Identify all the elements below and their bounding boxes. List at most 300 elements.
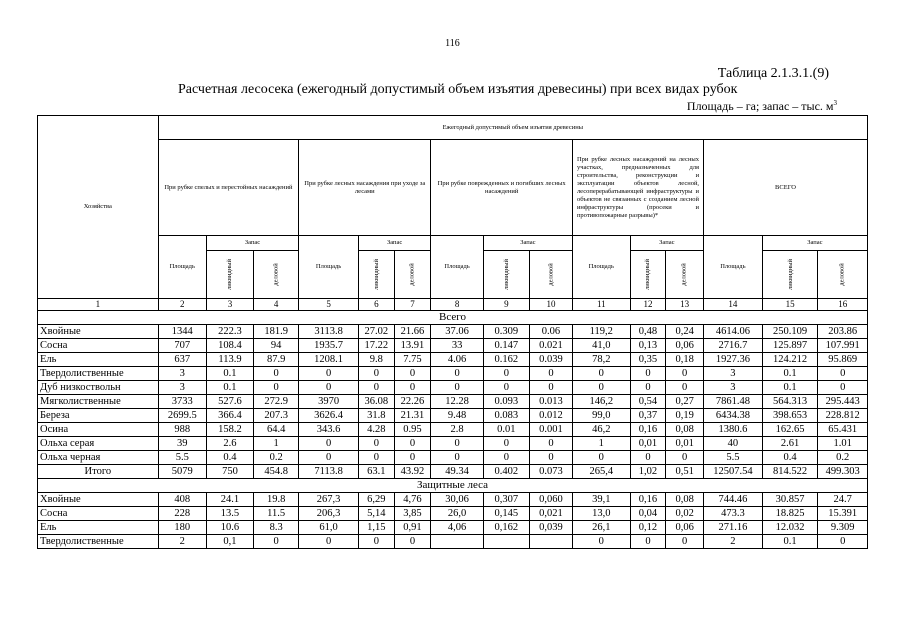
- row-label: Дуб низкоствольн: [38, 381, 159, 395]
- table-cell: 0.039: [529, 353, 572, 367]
- table-cell: 113.9: [206, 353, 253, 367]
- table-cell: 0,04: [630, 507, 666, 521]
- table-number: Таблица 2.1.3.1.(9): [717, 66, 829, 81]
- table-cell: 3626.4: [299, 409, 359, 423]
- table-cell: 1935.7: [299, 339, 359, 353]
- header-row-groups: [38, 140, 868, 236]
- table-cell: 63.1: [358, 465, 394, 479]
- table-cell: 61,0: [299, 521, 359, 535]
- table-cell: 0.162: [483, 353, 529, 367]
- column-number: 7: [394, 299, 431, 311]
- table-cell: 0,039: [529, 521, 572, 535]
- table-cell: 13.5: [206, 507, 253, 521]
- table-cell: 22.26: [394, 395, 431, 409]
- table-cell: 499.303: [818, 465, 868, 479]
- table-cell: 0: [394, 367, 431, 381]
- table-cell: 4614.06: [704, 325, 763, 339]
- table-cell: 99,0: [572, 409, 630, 423]
- table-cell: 2.8: [431, 423, 483, 437]
- table-cell: 181.9: [254, 325, 299, 339]
- table-cell: 0: [299, 451, 359, 465]
- table-cell: 0.147: [483, 339, 529, 353]
- column-number: 14: [704, 299, 763, 311]
- header-liquid: ликвидный: [483, 251, 529, 299]
- row-label: Мягколиственные: [38, 395, 159, 409]
- header-business: деловой: [254, 251, 299, 299]
- table-cell: 0,02: [666, 507, 704, 521]
- table-cell: 6,29: [358, 493, 394, 507]
- table-cell: 0.1: [762, 381, 818, 395]
- header-stock: Запас: [483, 236, 572, 251]
- table-cell: 5079: [158, 465, 206, 479]
- table-cell: 0,162: [483, 521, 529, 535]
- table-cell: 0: [254, 381, 299, 395]
- table-cell: 24.1: [206, 493, 253, 507]
- table-cell: 6434.38: [704, 409, 763, 423]
- table-cell: 0: [630, 535, 666, 549]
- table-row: [38, 465, 868, 479]
- column-number: 4: [254, 299, 299, 311]
- table-cell: 454.8: [254, 465, 299, 479]
- table-cell: 0,24: [666, 325, 704, 339]
- table-cell: 0,08: [666, 493, 704, 507]
- units-caption: [687, 99, 837, 114]
- table-row: [38, 325, 868, 339]
- table-cell: 39,1: [572, 493, 630, 507]
- header-area: Площадь: [158, 236, 206, 299]
- header-top: Ежегодный допустимый объем изъятия древесины: [158, 116, 867, 140]
- table-cell: 0.06: [529, 325, 572, 339]
- table-cell: 228.812: [818, 409, 868, 423]
- column-number: 15: [762, 299, 818, 311]
- table-cell: 0: [299, 367, 359, 381]
- table-cell: 3: [158, 367, 206, 381]
- table-cell: 158.2: [206, 423, 253, 437]
- table-cell: 0: [299, 437, 359, 451]
- table-cell: 0.073: [529, 465, 572, 479]
- table-row: [38, 437, 868, 451]
- table-cell: 7861.48: [704, 395, 763, 409]
- table-cell: 3: [158, 381, 206, 395]
- table-cell: 41,0: [572, 339, 630, 353]
- header-liquid: ликвидный: [630, 251, 666, 299]
- column-number: 3: [206, 299, 253, 311]
- table-cell: 1: [254, 437, 299, 451]
- table-row: [38, 521, 868, 535]
- header-business: деловой: [666, 251, 704, 299]
- table-cell: 0: [666, 381, 704, 395]
- table-cell: 27.02: [358, 325, 394, 339]
- table-cell: 3113.8: [299, 325, 359, 339]
- column-number: 11: [572, 299, 630, 311]
- table-cell: 26,1: [572, 521, 630, 535]
- table-cell: 0.4: [762, 451, 818, 465]
- table-cell: 0.012: [529, 409, 572, 423]
- header-stock: Запас: [358, 236, 430, 251]
- table-cell: 12.28: [431, 395, 483, 409]
- table-cell: 750: [206, 465, 253, 479]
- table-cell: 30.857: [762, 493, 818, 507]
- table-cell: 2: [158, 535, 206, 549]
- table-cell: 250.109: [762, 325, 818, 339]
- table-cell: 0: [254, 535, 299, 549]
- table-cell: 1,15: [358, 521, 394, 535]
- table-cell: 206,3: [299, 507, 359, 521]
- table-cell: 2.61: [762, 437, 818, 451]
- section-title-row: [38, 479, 868, 493]
- table-cell: 11.5: [254, 507, 299, 521]
- header-liquid: ликвидный: [358, 251, 394, 299]
- table-cell: 0: [431, 451, 483, 465]
- table-cell: 0: [299, 535, 359, 549]
- table-cell: 744.46: [704, 493, 763, 507]
- table-cell: 2716.7: [704, 339, 763, 353]
- table-cell: 31.8: [358, 409, 394, 423]
- table-cell: 46,2: [572, 423, 630, 437]
- table-cell: 0: [572, 381, 630, 395]
- table-cell: 21.31: [394, 409, 431, 423]
- table-cell: 30,06: [431, 493, 483, 507]
- table-cell: 1380.6: [704, 423, 763, 437]
- table-cell: 0,37: [630, 409, 666, 423]
- header-row-stock: [38, 236, 868, 251]
- header-area: Площадь: [572, 236, 630, 299]
- table-cell: 0: [666, 535, 704, 549]
- table-cell: 0: [630, 367, 666, 381]
- table-cell: 0: [630, 451, 666, 465]
- table-cell: 0,16: [630, 423, 666, 437]
- table-cell: 0.2: [254, 451, 299, 465]
- table-cell: 1: [572, 437, 630, 451]
- column-number: 16: [818, 299, 868, 311]
- table-cell: 0.01: [483, 423, 529, 437]
- table-cell: 13.91: [394, 339, 431, 353]
- table-cell: 108.4: [206, 339, 253, 353]
- section-title: Защитные леса: [38, 479, 868, 493]
- section-title-row: [38, 311, 868, 325]
- table-cell: 39: [158, 437, 206, 451]
- table-row: [38, 395, 868, 409]
- header-group-damaged: При рубке поврежденных и погибших лесных насаждений: [431, 140, 573, 236]
- header-stock: Запас: [762, 236, 867, 251]
- logging-volume-table: [37, 115, 868, 549]
- column-number: 1: [38, 299, 159, 311]
- table-cell: 0: [529, 451, 572, 465]
- table-cell: 203.86: [818, 325, 868, 339]
- table-cell: 7113.8: [299, 465, 359, 479]
- table-cell: 0.001: [529, 423, 572, 437]
- header-liquid: ликвидный: [206, 251, 253, 299]
- table-row: [38, 409, 868, 423]
- table-cell: 0: [394, 451, 431, 465]
- table-cell: 0.1: [206, 367, 253, 381]
- table-cell: 0: [818, 367, 868, 381]
- table-cell: 265,4: [572, 465, 630, 479]
- table-cell: 0: [630, 381, 666, 395]
- table-cell: 0: [358, 381, 394, 395]
- table-cell: 64.4: [254, 423, 299, 437]
- table-cell: 0,13: [630, 339, 666, 353]
- table-cell: 5,14: [358, 507, 394, 521]
- table-cell: 527.6: [206, 395, 253, 409]
- table-cell: 0: [358, 437, 394, 451]
- table-cell: 0: [483, 437, 529, 451]
- table-cell: 40: [704, 437, 763, 451]
- table-cell: 2.6: [206, 437, 253, 451]
- column-number: 13: [666, 299, 704, 311]
- table-cell: 0,01: [666, 437, 704, 451]
- table-cell: 65.431: [818, 423, 868, 437]
- table-cell: 0,91: [394, 521, 431, 535]
- table-cell: 0,1: [206, 535, 253, 549]
- table-cell: 0,060: [529, 493, 572, 507]
- header-business: деловой: [818, 251, 868, 299]
- table-cell: 0.309: [483, 325, 529, 339]
- table-cell: 10.6: [206, 521, 253, 535]
- table-cell: 19.8: [254, 493, 299, 507]
- table-cell: 4.28: [358, 423, 394, 437]
- table-cell: 637: [158, 353, 206, 367]
- table-cell: 0,16: [630, 493, 666, 507]
- table-cell: 0: [394, 535, 431, 549]
- header-farms: Хозяйства: [38, 116, 159, 299]
- table-cell: 0: [572, 451, 630, 465]
- table-cell: [529, 535, 572, 549]
- table-cell: 0: [483, 381, 529, 395]
- table-cell: 78,2: [572, 353, 630, 367]
- header-liquid: ликвидный: [762, 251, 818, 299]
- table-cell: 0,307: [483, 493, 529, 507]
- table-cell: 18.825: [762, 507, 818, 521]
- table-cell: 2: [704, 535, 763, 549]
- table-cell: 0: [431, 381, 483, 395]
- table-cell: 36.08: [358, 395, 394, 409]
- table-cell: 0: [529, 367, 572, 381]
- table-cell: 707: [158, 339, 206, 353]
- table-cell: 0,18: [666, 353, 704, 367]
- table-cell: 15.391: [818, 507, 868, 521]
- table-cell: 17.22: [358, 339, 394, 353]
- table-cell: 0: [529, 381, 572, 395]
- header-area: Площадь: [299, 236, 359, 299]
- table-cell: 0,12: [630, 521, 666, 535]
- table-cell: 0.1: [206, 381, 253, 395]
- column-number: 2: [158, 299, 206, 311]
- table-cell: 0,06: [666, 521, 704, 535]
- table-cell: 119,2: [572, 325, 630, 339]
- table-cell: 0.021: [529, 339, 572, 353]
- table-cell: 0: [394, 381, 431, 395]
- header-stock: Запас: [630, 236, 703, 251]
- table-cell: 0: [666, 367, 704, 381]
- table-cell: 1208.1: [299, 353, 359, 367]
- table-row: [38, 423, 868, 437]
- table-cell: 0.013: [529, 395, 572, 409]
- table-cell: 0: [358, 535, 394, 549]
- table-cell: 2699.5: [158, 409, 206, 423]
- header-area: Площадь: [431, 236, 483, 299]
- table-cell: 0,06: [666, 339, 704, 353]
- table-cell: 228: [158, 507, 206, 521]
- table-cell: 0.093: [483, 395, 529, 409]
- table-cell: 0: [431, 437, 483, 451]
- row-label: Ольха черная: [38, 451, 159, 465]
- table-row: [38, 367, 868, 381]
- table-cell: 87.9: [254, 353, 299, 367]
- table-cell: 37.06: [431, 325, 483, 339]
- header-group-mature: При рубке спелых и перестойных насаждений: [158, 140, 299, 236]
- table-cell: 0: [431, 367, 483, 381]
- table-cell: 1.01: [818, 437, 868, 451]
- table-cell: 0: [572, 535, 630, 549]
- table-cell: 49.34: [431, 465, 483, 479]
- row-label: Осина: [38, 423, 159, 437]
- table-cell: 0: [529, 437, 572, 451]
- column-number-row: [38, 299, 868, 311]
- column-number: 10: [529, 299, 572, 311]
- table-row: [38, 381, 868, 395]
- table-cell: 5.5: [158, 451, 206, 465]
- table-cell: 9.48: [431, 409, 483, 423]
- units-text: Площадь – га; запас – тыс. м: [686, 99, 834, 113]
- table-cell: 107.991: [818, 339, 868, 353]
- table-cell: 366.4: [206, 409, 253, 423]
- row-label: Итого: [38, 465, 159, 479]
- table-cell: 473.3: [704, 507, 763, 521]
- table-cell: 8.3: [254, 521, 299, 535]
- table-body: [38, 299, 868, 549]
- column-number: 12: [630, 299, 666, 311]
- table-row: [38, 451, 868, 465]
- table-cell: [483, 535, 529, 549]
- table-cell: 207.3: [254, 409, 299, 423]
- units-superscript: 3: [833, 99, 837, 107]
- table-cell: 271.16: [704, 521, 763, 535]
- table-cell: 180: [158, 521, 206, 535]
- header-group-total: ВСЕГО: [704, 140, 868, 236]
- table-row: [38, 339, 868, 353]
- section-title: Всего: [38, 311, 868, 325]
- row-label: Ель: [38, 353, 159, 367]
- table-row: [38, 535, 868, 549]
- table-cell: 0,54: [630, 395, 666, 409]
- table-cell: 0: [818, 535, 868, 549]
- column-number: 5: [299, 299, 359, 311]
- table-cell: 0,27: [666, 395, 704, 409]
- header-group-infrastructure: При рубке лесных насаждений на лесных участках, предназначенных для строительства, реконструкции и эксплуатации объектов лесной, лесоперерабатывающей инфраструктуры и объектов не связанных с созданием лесной инфраструктуры (просеки и противопожарные разрывы)*: [572, 140, 703, 236]
- table-cell: 162.65: [762, 423, 818, 437]
- header-group-thinning: При рубке лесных насаждения при уходе за лесами: [299, 140, 431, 236]
- table-cell: 295.443: [818, 395, 868, 409]
- table-cell: 94: [254, 339, 299, 353]
- table-cell: 1,02: [630, 465, 666, 479]
- table-cell: 398.653: [762, 409, 818, 423]
- column-number: 9: [483, 299, 529, 311]
- table-cell: 0: [358, 451, 394, 465]
- table-row: [38, 507, 868, 521]
- table-cell: 0,01: [630, 437, 666, 451]
- table-cell: 124.212: [762, 353, 818, 367]
- table-cell: 0: [483, 367, 529, 381]
- header-stock: Запас: [206, 236, 298, 251]
- table-cell: 0,48: [630, 325, 666, 339]
- table-cell: 0: [394, 437, 431, 451]
- table-cell: 0,35: [630, 353, 666, 367]
- table-cell: 564.313: [762, 395, 818, 409]
- table-cell: 222.3: [206, 325, 253, 339]
- table-cell: 0: [666, 451, 704, 465]
- row-label: Ель: [38, 521, 159, 535]
- header-business: деловой: [529, 251, 572, 299]
- header-area: Площадь: [704, 236, 763, 299]
- table-cell: 146,2: [572, 395, 630, 409]
- table-cell: 343.6: [299, 423, 359, 437]
- table-cell: 267,3: [299, 493, 359, 507]
- table-cell: 4.06: [431, 353, 483, 367]
- table-cell: 12.032: [762, 521, 818, 535]
- table-row: [38, 493, 868, 507]
- row-label: Твердолиственные: [38, 535, 159, 549]
- table-cell: 7.75: [394, 353, 431, 367]
- column-number: 8: [431, 299, 483, 311]
- table-cell: 0: [358, 367, 394, 381]
- table-cell: 5.5: [704, 451, 763, 465]
- row-label: Хвойные: [38, 493, 159, 507]
- row-label: Сосна: [38, 507, 159, 521]
- table-cell: 0.1: [762, 535, 818, 549]
- row-label: Береза: [38, 409, 159, 423]
- table-cell: 3970: [299, 395, 359, 409]
- table-cell: 0: [254, 367, 299, 381]
- table-cell: 125.897: [762, 339, 818, 353]
- column-number: 6: [358, 299, 394, 311]
- table-cell: 12507.54: [704, 465, 763, 479]
- table-cell: 26,0: [431, 507, 483, 521]
- table-cell: 0,51: [666, 465, 704, 479]
- row-label: Твердолиственные: [38, 367, 159, 381]
- table-cell: [431, 535, 483, 549]
- table-cell: 0: [483, 451, 529, 465]
- table-cell: 988: [158, 423, 206, 437]
- table-cell: 408: [158, 493, 206, 507]
- page-number: 116: [445, 38, 460, 49]
- table-title: Расчетная лесосека (ежегодный допустимый объем изъятия древесины) при всех видах рубок: [178, 82, 738, 97]
- table-cell: 13,0: [572, 507, 630, 521]
- table-cell: 0,19: [666, 409, 704, 423]
- row-label: Хвойные: [38, 325, 159, 339]
- table-cell: 4,76: [394, 493, 431, 507]
- table-cell: 3: [704, 367, 763, 381]
- table-cell: 0,08: [666, 423, 704, 437]
- table-cell: 3733: [158, 395, 206, 409]
- table-cell: 0.2: [818, 451, 868, 465]
- table-cell: 1344: [158, 325, 206, 339]
- table-cell: 814.522: [762, 465, 818, 479]
- table-cell: 0,021: [529, 507, 572, 521]
- table-cell: 0.402: [483, 465, 529, 479]
- table-cell: 4,06: [431, 521, 483, 535]
- table-cell: 95.869: [818, 353, 868, 367]
- table-cell: 9.8: [358, 353, 394, 367]
- table-cell: 9.309: [818, 521, 868, 535]
- header-row-top: [38, 116, 868, 140]
- table-cell: 0: [299, 381, 359, 395]
- row-label: Сосна: [38, 339, 159, 353]
- row-label: Ольха серая: [38, 437, 159, 451]
- table-cell: 0: [818, 381, 868, 395]
- table-row: [38, 353, 868, 367]
- table-cell: 43.92: [394, 465, 431, 479]
